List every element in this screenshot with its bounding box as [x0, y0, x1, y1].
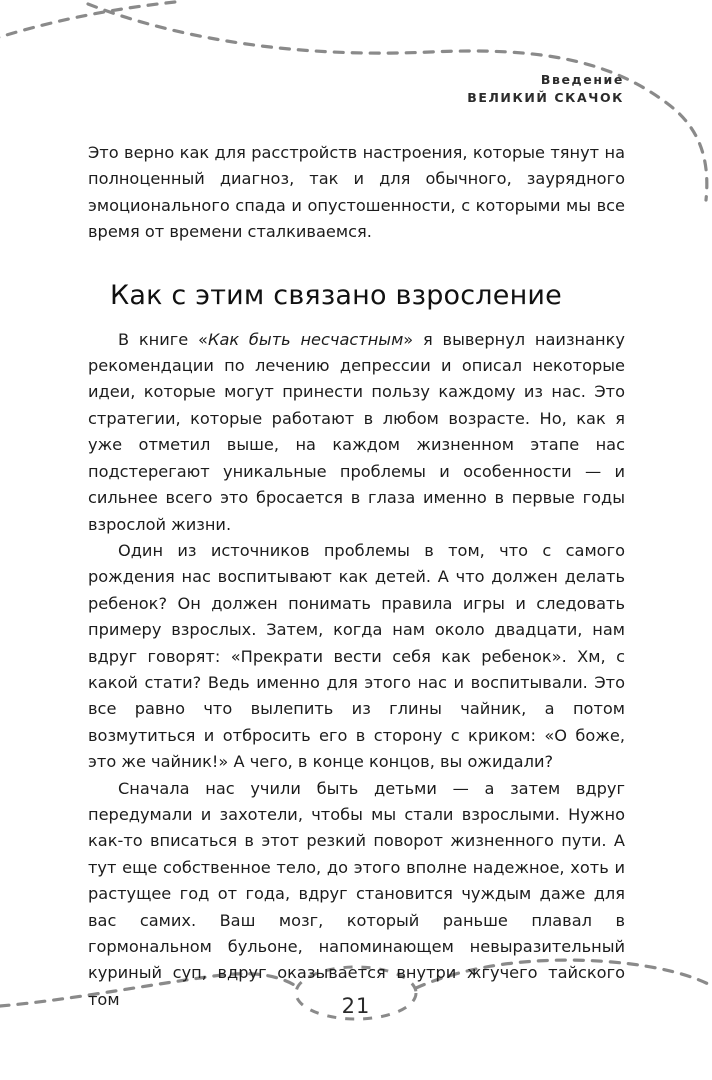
page-number: 21	[341, 994, 371, 1018]
running-head-line-1: Введение	[540, 72, 624, 87]
paragraph-body-3: Сначала нас учили быть детьми — а затем вдруг передумали и захотели, чтобы мы стали взрослыми. Нужно как-то вписаться в этот резкий поворот жизненного пути. А тут еще собственное тело, до этого вполне надежное, хоть и растущее год от года, вдруг становится чуждым даже для вас самих. Ваш мозг, который раньше плавал в гормональном бульоне, напоминающем невыразительный куриный суп, вдруг оказывается внутри жгучего тайского том	[88, 778, 625, 1009]
running-head-line-2: ВЕЛИКИЙ СКАЧОК	[467, 89, 624, 105]
page-folio	[0, 994, 712, 1018]
section-heading: Как с этим связано взросление	[110, 279, 562, 311]
paragraph-1-part-1: В книге «	[118, 329, 208, 349]
paragraph-body-2: Один из источников проблемы в том, что с самого рождения нас воспитывают как детей. А что должен делать ребенок? Он должен понимать правила игры и следовать примеру взрослых. Затем, когда нам около двадцати, нам вдруг говорят: «Прекрати вести себя как ребенок». Хм, с какой стати? Ведь именно для этого нас и воспитывали. Это все равно что вылепить из глины чайник, а потом возмутиться и отбросить его в сторону с криком: «О боже, это же чайник!» А чего, в конце концов, вы ожидали?	[88, 540, 625, 772]
paragraph-1-part-3: » я вывернул наизнанку рекомендации по лечению депрессии и описал некоторые идеи, которые могут принести пользу каждому из нас. Это стратегии, которые работают в любом возрасте. Но, как я уже отметил выше, на каждом жизненном этапе нас подстерегают уникальные проблемы и особенности — и сильнее всего это бросается в глаза именно в первые годы взрослой жизни.	[88, 329, 625, 534]
paragraph-intro: Это верно как для расстройств настроения, которые тянут на полноценный диагноз, так и для обычного, заурядного эмоционального спада и опустошенности, с которыми мы все время от времени сталкиваемся.	[88, 143, 625, 242]
book-title-italic: Как быть несчастным	[207, 329, 404, 349]
text-column	[88, 140, 625, 1013]
paragraph-body-1	[88, 327, 625, 538]
running-head	[467, 72, 624, 105]
